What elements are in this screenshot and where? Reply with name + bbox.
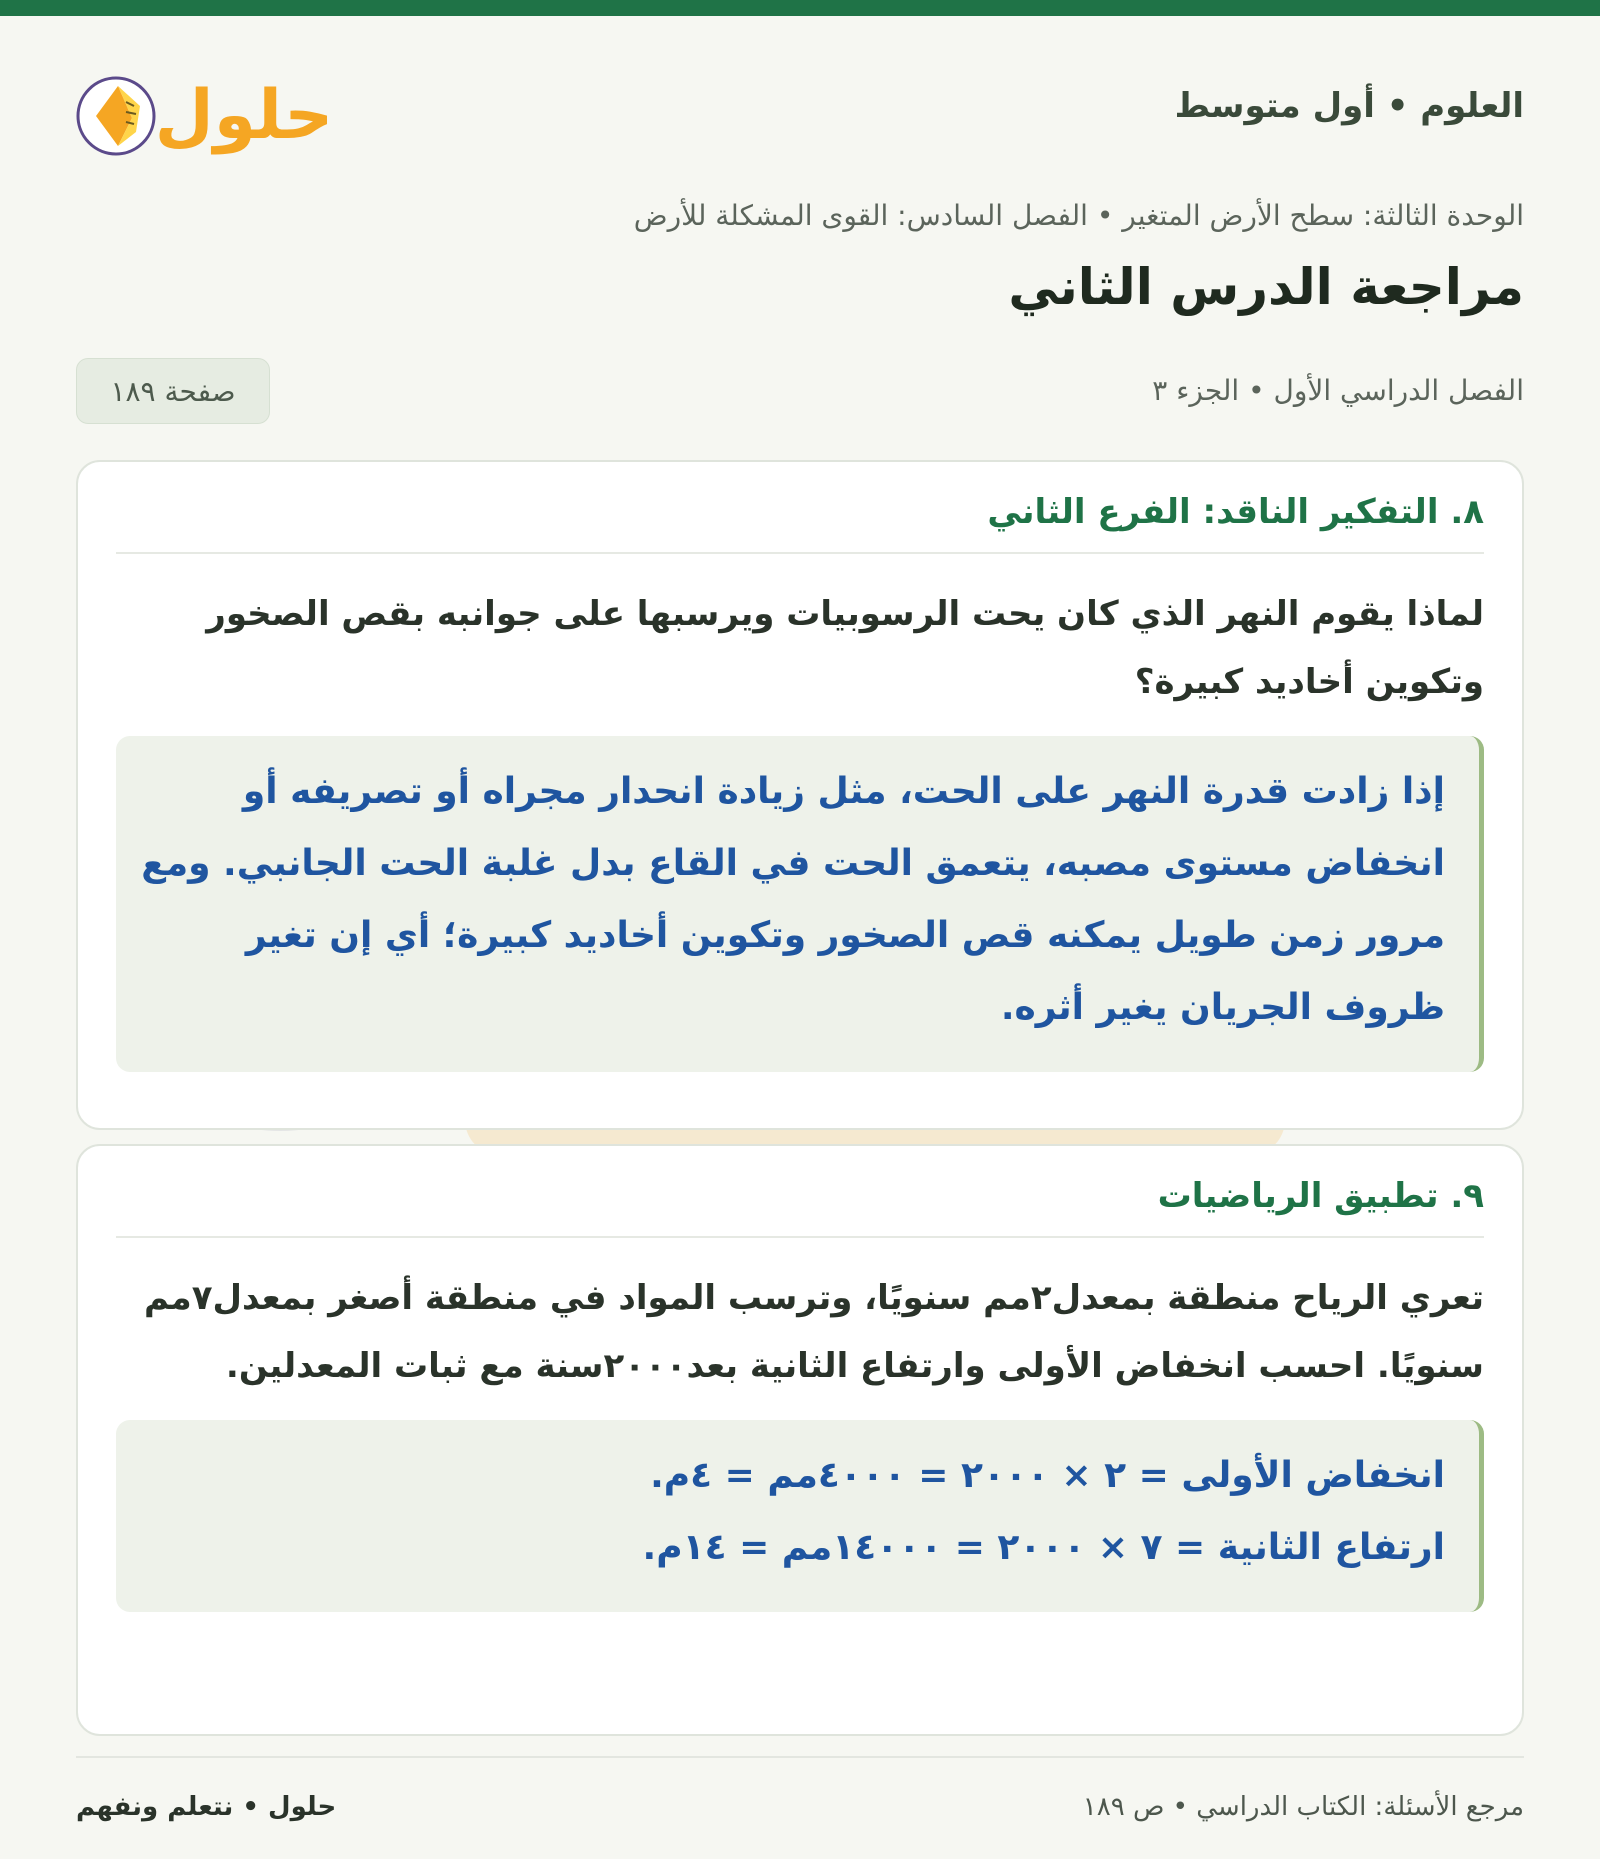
answer-line: ارتفاع الثانية = ٧ × ٢٠٠٠ = ١٤٠٠٠مم = ١٤م. — [642, 1527, 1445, 1568]
subject-label: العلوم • أول متوسط — [1174, 86, 1524, 126]
answer-box — [116, 736, 1484, 1072]
question-card-9 — [76, 1144, 1524, 1736]
page-title: مراجعة الدرس الثاني — [1008, 258, 1524, 316]
logo-text: حلول — [154, 76, 334, 155]
page — [76, 16, 1524, 1822]
breadcrumb: الوحدة الثالثة: سطح الأرض المتغير • الفصل السادس: القوى المشكلة للأرض — [633, 199, 1524, 232]
answer-line: انخفاض الأولى = ٢ × ٢٠٠٠ = ٤٠٠٠مم = ٤م. — [650, 1455, 1445, 1496]
footer-reference: مرجع الأسئلة: الكتاب الدراسي • ص ١٨٩ — [1082, 1792, 1524, 1822]
semester-label: الفصل الدراسي الأول • الجزء ٣ — [1152, 374, 1524, 407]
question-heading: ٨. التفكير الناقد: الفرع الثاني — [116, 462, 1484, 554]
page-number-badge: صفحة ١٨٩ — [76, 358, 270, 424]
question-text: لماذا يقوم النهر الذي كان يحت الرسوبيات ويرسبها على جوانبه بقص الصخور وتكوين أخاديد كبيرة؟ — [206, 594, 1484, 702]
header — [76, 16, 1524, 156]
top-accent-bar — [0, 0, 1600, 16]
footer — [76, 1756, 1524, 1838]
question-text: تعري الرياح منطقة بمعدل٢مم سنويًا، وترسب المواد في منطقة أصغر بمعدل٧مم سنويًا. احسب انخفاض الأولى وارتفاع الثانية بعد٢٠٠٠سنة مع ثبات المعدلين. — [144, 1278, 1484, 1386]
answer-line: إذا زادت قدرة النهر على الحت، مثل زيادة انحدار مجراه أو تصريفه أو انخفاض مستوى مصبه، يتعمق الحت في القاع بدل غلبة الحت الجانبي. ومع مرور زمن طويل يمكنه قص الصخور وتكوين أخاديد كبيرة؛ أي إن تغير ظروف الجريان يغير أثره. — [141, 771, 1445, 1028]
footer-brand: حلول • نتعلم ونفهم — [76, 1792, 337, 1822]
answer-box — [116, 1420, 1484, 1612]
meta-row — [76, 358, 1524, 426]
question-heading: ٩. تطبيق الرياضيات — [116, 1146, 1484, 1238]
hulul-logo-icon[interactable] — [76, 56, 336, 166]
question-card-8 — [76, 460, 1524, 1130]
